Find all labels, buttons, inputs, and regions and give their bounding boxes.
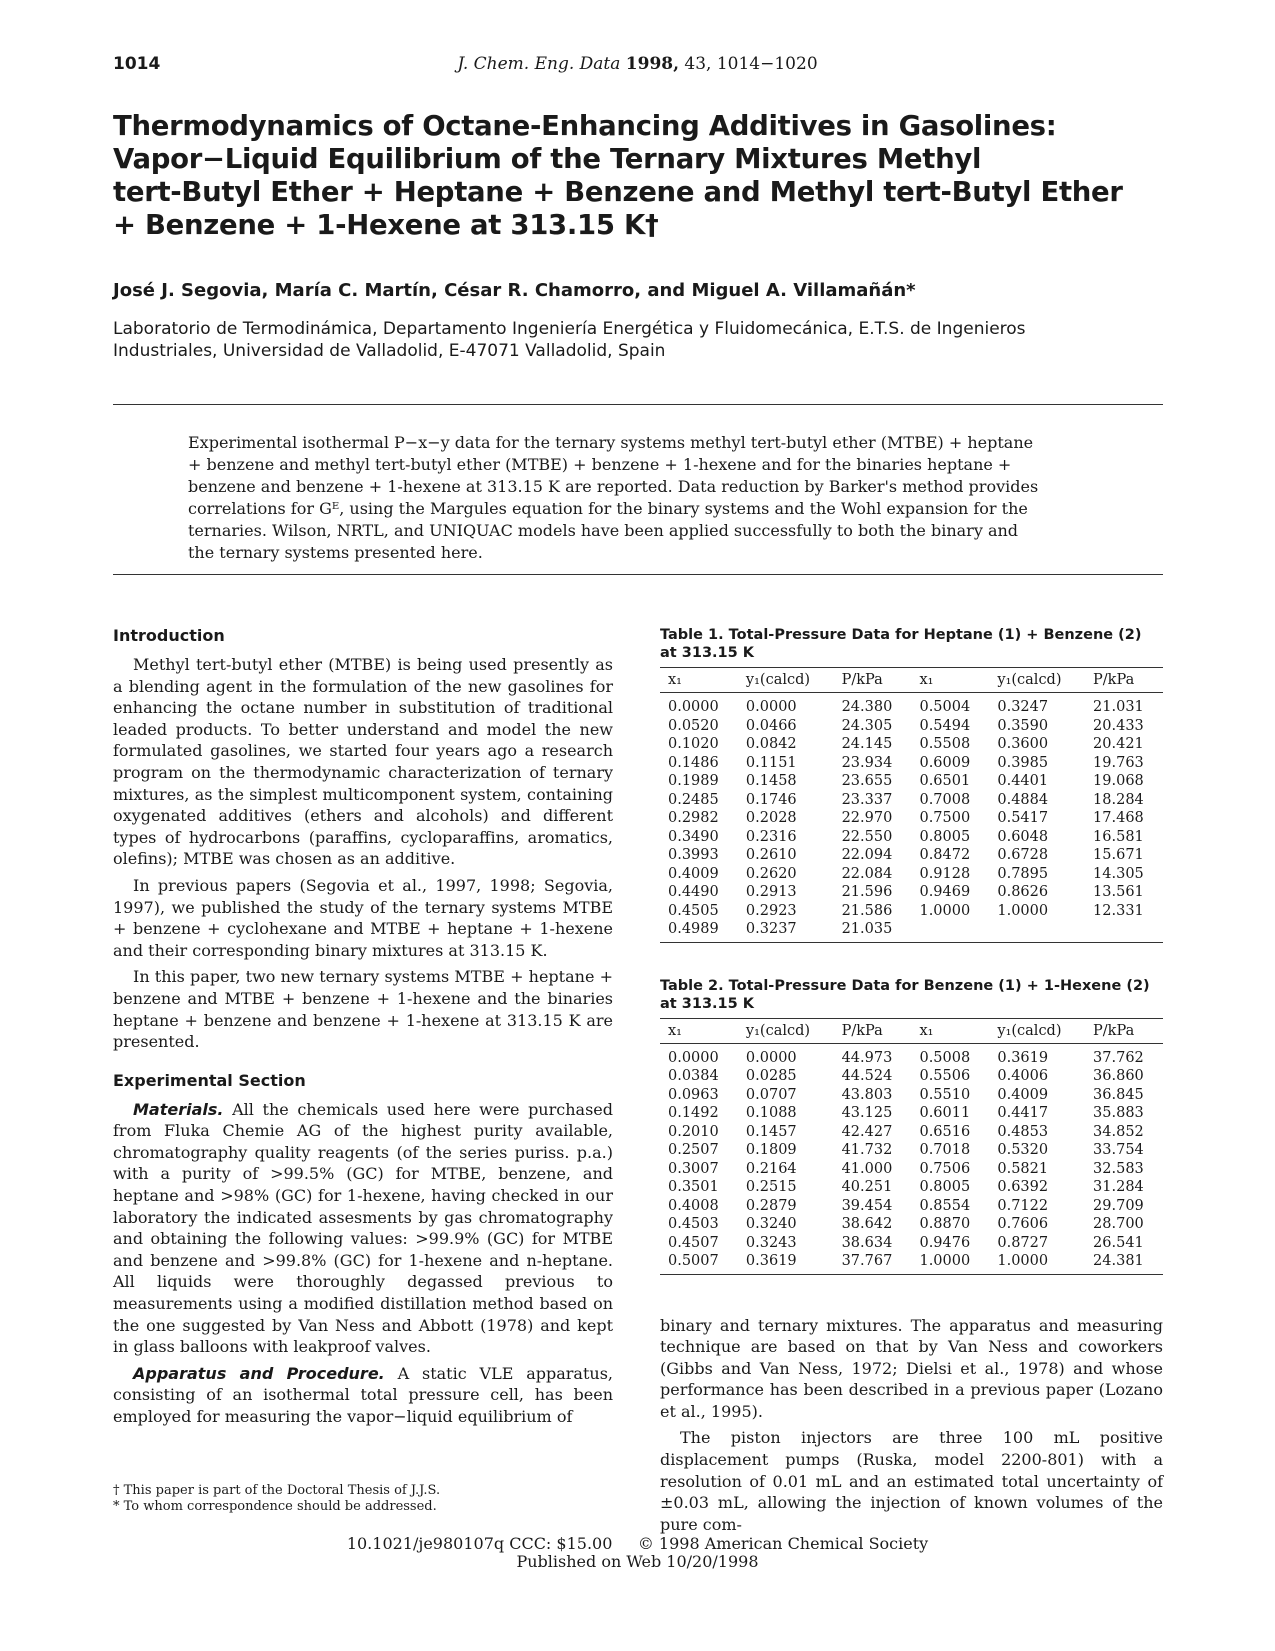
table-cell: 35.883 [1093, 1105, 1144, 1121]
table-cell: 0.4853 [997, 1123, 1049, 1140]
table-cell: 0.5320 [997, 1142, 1049, 1158]
table-cell: 0.0000 [745, 1049, 797, 1066]
table-cell: 0.5494 [919, 717, 971, 734]
table-cell: 0.1458 [745, 773, 797, 789]
journal-name: J. Chem. Eng. Data [457, 54, 621, 74]
table-cell: 22.550 [841, 828, 893, 845]
table-cell: 37.767 [834, 1252, 912, 1274]
title-line: Thermodynamics of Octane-Enhancing Additives in Gasolines: [113, 110, 1057, 142]
table-cell: 0.0285 [745, 1068, 797, 1084]
table-cell: 0.7500 [919, 810, 971, 826]
table-cell: 0.7506 [919, 1160, 971, 1177]
paragraph: Methyl tert-butyl ether (MTBE) is being used presently as a blending agent in the formulation of the new gasolines for enhancing the octane number in substitution of traditional leaded products. To better understand and model the new formulated gasolines, we started four years ago a research program on the thermodynamic characterization of ternary mixtures, as the simplest multicomponent system, containing oxygenated additives (ethers and alcohols) and different types of hydrocarbons (paraffins, cycloparaffins, aromatics, olefins); MTBE was chosen as an additive. [113, 655, 613, 869]
table-cell: 0.4490 [668, 884, 719, 900]
table-row [660, 1043, 1163, 1067]
table-cell: 0.9469 [919, 884, 971, 900]
table-cell: 0.2507 [668, 1142, 719, 1158]
table-cell: 24.380 [841, 699, 893, 715]
table-cell: 29.709 [1093, 1197, 1144, 1214]
table-cell: 0.4507 [668, 1234, 719, 1251]
abstract-line: correlations for Gᴱ, using the Margules equation for the binary systems and the Wohl expansion for the [188, 499, 1028, 518]
table-cell: 0.1746 [745, 791, 797, 808]
table-cell: 0.2913 [745, 884, 797, 900]
title-line: tert-Butyl Ether + Heptane + Benzene and Methyl tert-Butyl Ether [113, 176, 1123, 208]
table-cell: 18.284 [1093, 791, 1144, 808]
table-cell: 1.0000 [989, 1252, 1085, 1274]
table-cell: 0.3619 [738, 1252, 834, 1274]
paragraph-text: A static VLE apparatus, consisting of an isothermal total pressure cell, has been employed for measuring the vapor−liquid equilibrium of [113, 1363, 614, 1426]
table-cell: 24.145 [841, 736, 893, 752]
table-cell: 15.671 [1093, 847, 1144, 863]
table-row [660, 1197, 1163, 1216]
table-cell: 0.5506 [919, 1068, 971, 1084]
left-column [113, 626, 613, 1433]
table1-caption: Table 1. Total-Pressure Data for Heptane (1) + Benzene (2) at 313.15 K [660, 627, 1142, 661]
table-cell: 0.0000 [745, 699, 797, 715]
table-cell: 24.305 [841, 717, 893, 734]
table-cell: 0.2610 [745, 847, 797, 863]
table-cell: 0.3501 [668, 1179, 719, 1195]
table-cell: 0.4006 [997, 1068, 1049, 1084]
table-cell: 0.6048 [997, 828, 1049, 845]
table-cell: 26.541 [1093, 1234, 1144, 1251]
table1 [660, 667, 1163, 943]
abstract-line: ternaries. Wilson, NRTL, and UNIQUAC models have been applied successfully to both the binary and [188, 521, 1019, 540]
table-cell: 19.763 [1093, 754, 1144, 771]
table-cell: 0.2164 [745, 1160, 797, 1177]
table-row [660, 846, 1163, 865]
table-cell: 0.7008 [919, 791, 971, 808]
table-row [660, 883, 1163, 902]
table-cell: 0.6728 [997, 847, 1049, 863]
table-cell: 0.2879 [745, 1197, 797, 1214]
table-cell: 0.6501 [919, 773, 971, 789]
table-cell: 0.2485 [668, 791, 719, 808]
table-cell: 0.6516 [919, 1123, 971, 1140]
table-cell: 0.2010 [668, 1123, 719, 1140]
table-cell: 0.5417 [997, 810, 1049, 826]
affiliation [113, 318, 1173, 362]
table-row [660, 791, 1163, 810]
table-cell: 17.468 [1093, 810, 1144, 826]
table-cell: 0.3237 [738, 920, 834, 942]
table-cell: 41.732 [841, 1142, 893, 1158]
table-cell: 23.934 [841, 754, 893, 771]
table-row [660, 1215, 1163, 1234]
table-cell: 34.852 [1093, 1123, 1144, 1140]
table-row [660, 1234, 1163, 1253]
table2-caption: Table 2. Total-Pressure Data for Benzene (1) + 1-Hexene (2) at 313.15 K [660, 977, 1150, 1012]
table-cell: 0.3007 [668, 1160, 719, 1177]
table-cell: 0.8472 [919, 847, 971, 863]
table-cell: 0.5007 [660, 1252, 738, 1274]
title-line: + Benzene + 1-Hexene at 313.15 K† [113, 209, 659, 241]
article-title [113, 110, 1173, 242]
table-row [660, 1252, 1163, 1274]
table-header-cell: P/kPa [1085, 1018, 1163, 1043]
footnotes [113, 1483, 613, 1515]
paragraph: In previous papers (Segovia et al., 1997, 1998; Segovia, 1997), we published the study of the ternary systems MTBE + benzene + cyclohexane and MTBE + heptane + 1-hexene and their corresponding binary mixtures at 313.15 K. [113, 875, 613, 960]
table-cell: 0.1492 [668, 1105, 719, 1121]
table-cell: 32.583 [1093, 1160, 1144, 1177]
table-cell: 36.845 [1093, 1086, 1144, 1103]
table-header-cell: y₁(calcd) [738, 1018, 834, 1043]
title-line: Vapor−Liquid Equilibrium of the Ternary Mixtures Methyl [113, 143, 982, 175]
table-cell: 0.4505 [668, 902, 719, 919]
table-cell: 0.8626 [997, 884, 1049, 900]
table-cell: 21.031 [1093, 699, 1144, 715]
table-cell: 0.1809 [745, 1142, 797, 1158]
table-cell: 21.586 [841, 902, 893, 919]
table-row [660, 693, 1163, 717]
table-cell: 36.860 [1093, 1068, 1144, 1084]
paragraph-text: All the chemicals used here were purchased from Fluka Chemie AG of the highest purity available, chromatography quality reagents (of the series puriss. p.a.) with a purity of >99.5% (GC) for MTBE, benzene, and heptane and >98% (GC) for 1-hexene, having checked in our laboratory the indicated assesments by gas chromatography and obtaining the following values: >99.9% (GC) for MTBE and benzene and >99.8% (GC) for 1-hexene and n-heptane. All liquids were thoroughly degassed previous to measurements using a modified distillation method based on the one suggested by Van Ness and Abbott (1978) and kept in glass balloons with leakproof valves. [113, 1099, 613, 1357]
table-header-cell: P/kPa [834, 1018, 912, 1043]
table-cell: 38.642 [841, 1216, 893, 1232]
table-cell: 0.1088 [745, 1105, 797, 1121]
paragraph-apparatus [113, 1363, 613, 1428]
table-cell: 28.700 [1093, 1216, 1144, 1232]
table-row [660, 828, 1163, 847]
table-row [660, 1067, 1163, 1086]
table-cell: 21.035 [834, 920, 912, 942]
table-cell: 16.581 [1093, 828, 1144, 845]
table-cell: 22.970 [841, 810, 893, 826]
table-cell: 0.4884 [997, 791, 1049, 808]
runin-heading: Apparatus and Procedure. [133, 1363, 385, 1383]
journal-year: 1998, [625, 54, 680, 74]
table-cell: 41.000 [841, 1160, 893, 1177]
table-cell: 0.9476 [919, 1234, 971, 1251]
table-cell: 0.6011 [919, 1105, 971, 1121]
table-cell: 0.3243 [745, 1234, 797, 1251]
table-cell: 0.3619 [997, 1049, 1049, 1066]
footer-published: Published on Web 10/20/1998 [516, 1552, 759, 1571]
table-cell: 0.1151 [745, 754, 797, 771]
table-cell: 0.8870 [919, 1216, 971, 1232]
table-cell: 0.7606 [997, 1216, 1049, 1232]
table-cell: 0.0963 [668, 1086, 719, 1103]
table-header-cell: y₁(calcd) [738, 668, 834, 693]
table-cell: 0.4989 [660, 920, 738, 942]
table-cell: 12.331 [1093, 902, 1144, 919]
table-row [660, 1178, 1163, 1197]
table-cell: 0.2620 [745, 865, 797, 882]
table-cell: 0.0466 [745, 717, 797, 734]
footnote: * To whom correspondence should be addressed. [113, 1499, 437, 1514]
table-cell: 0.3985 [997, 754, 1049, 771]
table-cell: 0.4009 [668, 865, 719, 882]
table-row [660, 902, 1163, 921]
abstract-line: + benzene and methyl tert-butyl ether (MTBE) + benzene + 1-hexene and for the binaries heptane + [188, 455, 1012, 474]
table-cell: 20.433 [1093, 717, 1144, 734]
table-cell: 0.0842 [745, 736, 797, 752]
table-row [660, 1104, 1163, 1123]
table-row [660, 735, 1163, 754]
table-cell: 13.561 [1093, 884, 1144, 900]
table-row [660, 809, 1163, 828]
table-header-cell: x₁ [660, 668, 738, 693]
abstract-line: Experimental isothermal P−x−y data for the ternary systems methyl tert-butyl ether (MTBE) + heptane [188, 433, 1034, 452]
footnote: † This paper is part of the Doctoral Thesis of J.J.S. [113, 1483, 441, 1498]
table-cell: 0.4417 [997, 1105, 1049, 1121]
table-cell: 0.0000 [668, 1049, 719, 1066]
table-cell: 0.4401 [997, 773, 1049, 789]
abstract [188, 432, 1088, 564]
table-row [660, 920, 1163, 942]
table-cell: 0.8554 [919, 1197, 971, 1214]
table-cell: 44.973 [841, 1049, 893, 1066]
table-row [660, 1123, 1163, 1142]
table-header-cell: P/kPa [1085, 668, 1163, 693]
table-cell: 0.3600 [997, 736, 1049, 752]
page-footer [0, 1535, 1275, 1571]
table-cell: 0.1486 [668, 754, 719, 771]
table-header-cell: y₁(calcd) [989, 1018, 1085, 1043]
table-cell: 0.3247 [997, 699, 1049, 715]
abstract-top-rule [113, 404, 1163, 405]
table-cell: 0.1020 [668, 736, 719, 752]
table-header-cell: x₁ [660, 1018, 738, 1043]
table-cell: 0.8727 [997, 1234, 1049, 1251]
table-cell: 0.8005 [919, 828, 971, 845]
table-cell: 0.7018 [919, 1142, 971, 1158]
table-cell: 0.4008 [668, 1197, 719, 1214]
table-cell: 14.305 [1093, 865, 1144, 882]
paragraph: In this paper, two new ternary systems MTBE + heptane + benzene and MTBE + benzene + 1-hexene and the binaries heptane + benzene and benzene + 1-hexene at 313.15 K are presented. [113, 967, 613, 1052]
table-cell: 0.3240 [745, 1216, 797, 1232]
author-list: José J. Segovia, María C. Martín, César R. Chamorro, and Miguel A. Villamañán* [113, 280, 916, 301]
table-header-cell: y₁(calcd) [989, 668, 1085, 693]
table-cell: 31.284 [1093, 1179, 1144, 1195]
table-cell: 22.084 [841, 865, 893, 882]
table-cell [989, 920, 1085, 942]
section-heading-experimental: Experimental Section [113, 1070, 306, 1090]
table-row [660, 717, 1163, 736]
table-cell: 0.4503 [668, 1216, 719, 1232]
table-cell: 0.3993 [668, 847, 719, 863]
table-cell: 0.5510 [919, 1086, 971, 1103]
abstract-bottom-rule [113, 574, 1163, 575]
affiliation-line: Industriales, Universidad de Valladolid, E-47071 Valladolid, Spain [113, 341, 666, 361]
paragraph-materials [113, 1099, 613, 1358]
table-cell: 0.5821 [997, 1160, 1049, 1177]
table-cell: 42.427 [841, 1123, 893, 1140]
table-cell: 43.803 [841, 1086, 893, 1103]
table-cell: 0.4009 [997, 1086, 1049, 1103]
table-cell: 24.381 [1085, 1252, 1163, 1274]
table-cell: 0.2515 [745, 1179, 797, 1195]
table-cell: 37.762 [1093, 1049, 1144, 1066]
runin-heading: Materials. [133, 1099, 224, 1119]
table-cell: 0.3590 [997, 717, 1049, 734]
table-cell: 1.0000 [997, 902, 1049, 919]
table-cell: 1.0000 [919, 902, 971, 919]
table-cell: 0.2923 [745, 902, 797, 919]
table-row [660, 1160, 1163, 1179]
abstract-line: the ternary systems presented here. [188, 543, 483, 562]
abstract-line: benzene and benzene + 1-hexene at 313.15 K are reported. Data reduction by Barker's method provides [188, 477, 1039, 496]
table-cell: 0.6392 [997, 1179, 1049, 1195]
table-cell: 0.1457 [745, 1123, 797, 1140]
table-row [660, 772, 1163, 791]
table-cell: 0.0707 [745, 1086, 797, 1103]
paragraph: The piston injectors are three 100 mL positive displacement pumps (Ruska, model 2200-801) with a resolution of 0.01 mL and an estimated total uncertainty of ±0.03 mL, allowing the injection of known volumes of the pure com- [660, 1428, 1163, 1534]
table-cell: 20.421 [1093, 736, 1144, 752]
table-cell: 0.2316 [745, 828, 797, 845]
table-cell: 0.5008 [919, 1049, 971, 1066]
table-header-cell: x₁ [911, 1018, 989, 1043]
table-cell: 40.251 [841, 1179, 893, 1195]
table-cell: 0.7895 [997, 865, 1049, 882]
table-cell: 23.337 [841, 791, 893, 808]
affiliation-line: Laboratorio de Termodinámica, Departamento Ingeniería Energética y Fluidomecánica, E.T.S. de Ingenieros [113, 319, 1026, 339]
table-cell [911, 920, 989, 942]
table-cell: 1.0000 [911, 1252, 989, 1274]
table-row [660, 865, 1163, 884]
table-cell: 0.3490 [668, 828, 719, 845]
table-row [660, 1086, 1163, 1105]
table-cell: 0.5004 [919, 699, 971, 715]
table-cell: 21.596 [841, 884, 893, 900]
table-cell: 0.6009 [919, 754, 971, 771]
table-cell: 19.068 [1093, 773, 1144, 789]
page-number: 1014 [113, 54, 161, 74]
table-cell: 22.094 [841, 847, 893, 863]
table-header-cell: x₁ [911, 668, 989, 693]
table-cell: 0.1989 [668, 773, 719, 789]
table-cell: 39.454 [841, 1197, 893, 1214]
paragraph: binary and ternary mixtures. The apparatus and measuring technique are based on that by Van Ness and coworkers (Gibbs and Van Ness, 1972; Dielsi et al., 1978) and whose performance has been described in a previous paper (Lozano et al., 1995). [660, 1315, 1163, 1421]
table-cell: 0.9128 [919, 865, 971, 882]
table2 [660, 1018, 1163, 1275]
footer-doi-copyright: 10.1021/je980107q CCC: $15.00 © 1998 American Chemical Society [346, 1534, 929, 1553]
table-cell [1085, 920, 1163, 942]
table-cell: 38.634 [841, 1234, 893, 1251]
table-cell: 0.0000 [668, 699, 719, 715]
table-cell: 23.655 [841, 773, 893, 789]
table-cell: 0.7122 [997, 1197, 1049, 1214]
table-cell: 0.8005 [919, 1179, 971, 1195]
table-cell: 0.0520 [668, 717, 719, 734]
section-heading-introduction: Introduction [113, 626, 225, 645]
table-cell: 0.0384 [668, 1068, 719, 1084]
table-cell: 43.125 [841, 1105, 893, 1121]
table-cell: 0.2028 [745, 810, 797, 826]
table-cell: 44.524 [841, 1068, 893, 1084]
table-row [660, 754, 1163, 773]
right-column [660, 626, 1163, 1540]
running-head [0, 54, 1275, 74]
table-cell: 33.754 [1093, 1142, 1144, 1158]
journal-pages: 43, 1014−1020 [684, 54, 818, 74]
table-cell: 0.5508 [919, 736, 971, 752]
table-header-cell: P/kPa [834, 668, 912, 693]
table-row [660, 1141, 1163, 1160]
table-cell: 0.2982 [668, 810, 719, 826]
